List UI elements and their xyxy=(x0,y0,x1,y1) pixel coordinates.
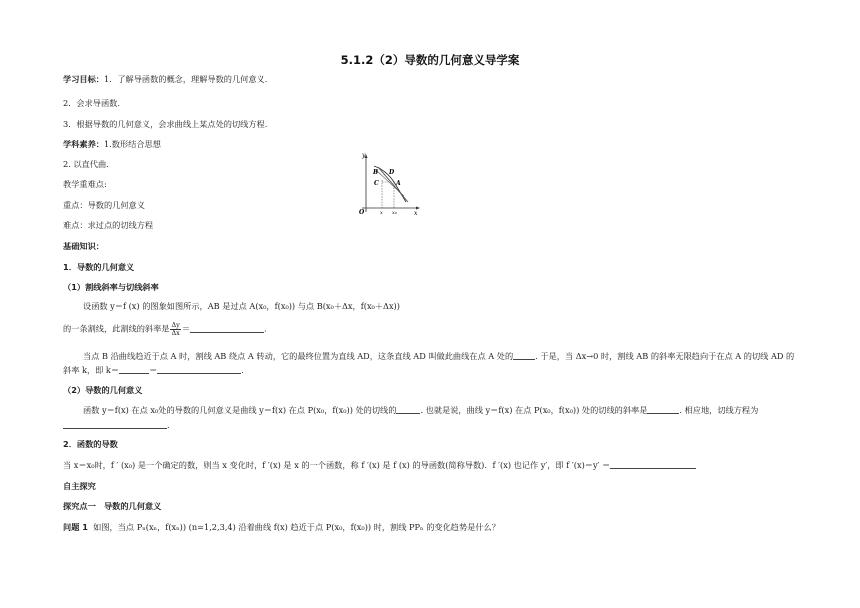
x-tick-label: x xyxy=(380,210,383,216)
point-a-label: A xyxy=(396,180,401,187)
geometric-meaning-text-3: . 相应地，切线方程为 xyxy=(679,405,759,415)
key-points-heading: 教学重难点: xyxy=(63,179,107,189)
subsection-1-heading: （1）割线斜率与切线斜率 xyxy=(63,282,159,292)
secant-slope-text: 的一条割线，此割线的斜率是 xyxy=(63,323,170,334)
section-1-heading: 1．导数的几何意义 xyxy=(63,262,135,272)
self-inquiry-heading: 自主探究 xyxy=(63,481,96,491)
point-b-label: B xyxy=(373,169,379,176)
tangent-secant-figure xyxy=(356,152,424,218)
literacy-line xyxy=(63,138,161,150)
literacy-item-2: 2. 以直代曲. xyxy=(63,159,109,169)
question-1-line xyxy=(63,521,500,533)
learning-goal-3: 3．根据导数的几何意义，会求曲线上某点处的切线方程. xyxy=(63,119,268,129)
geometric-meaning-paragraph xyxy=(83,404,758,416)
learning-goals-label: 学习目标： xyxy=(63,74,104,84)
tangent-slope-line xyxy=(63,364,244,376)
geometric-meaning-text-2: . 也就是说，曲线 y＝f(x) 在点 P(x₀，f(x₀)) 处的切线的斜率是 xyxy=(420,405,648,415)
tangent-paragraph-text-2: . 于是，当 Δx→0 时，割线 AB 的斜率无限趋向于在点 A 的切线 AD 的 xyxy=(535,351,795,361)
secant-slope-blank[interactable] xyxy=(190,323,264,333)
learning-goals-line xyxy=(63,73,267,85)
secant-slope-line xyxy=(63,322,267,337)
tangent-slope-blank-2[interactable] xyxy=(157,364,241,374)
page-title: 5.1.2（2）导数的几何意义导学案 xyxy=(340,53,520,67)
learning-goal-2: 2．会求导函数. xyxy=(63,98,120,108)
tangent-paragraph xyxy=(83,350,794,362)
tangent-name-blank[interactable] xyxy=(513,350,535,360)
subsection-2-heading: （2）导数的几何意义 xyxy=(63,385,143,395)
tangent-slope-meaning-blank[interactable] xyxy=(396,404,420,414)
x-axis-label: x xyxy=(414,210,418,217)
equals-sign: ＝ xyxy=(181,323,191,334)
inquiry-point-1-heading: 探究点一 导数的几何意义 xyxy=(63,501,162,511)
tangent-paragraph-text: 当点 B 沿曲线趋近于点 A 时，割线 AB 绕点 A 转动，它的最终位置为直线 AD，这条直线 AD 叫做此曲线在点 A 处的 xyxy=(83,351,514,361)
delta-fraction xyxy=(170,322,180,337)
literacy-label: 学科素养： xyxy=(63,139,104,149)
origin-label: O xyxy=(359,209,365,216)
derivative-function-paragraph xyxy=(63,459,696,471)
x0-tick-label: x₀ xyxy=(392,210,397,216)
slope-value-blank[interactable] xyxy=(647,404,679,414)
tangent-slope-blank-1[interactable] xyxy=(119,364,149,374)
secant-paragraph-1: 设函数 y＝f (x) 的图象如图所示，AB 是过点 A(x₀，f(x₀)) 与点 B(x₀＋Δx，f(x₀＋Δx)) xyxy=(83,301,400,311)
section-2-heading: 2．函数的导数 xyxy=(63,439,118,449)
tangent-slope-equals: ＝ xyxy=(149,365,158,375)
secant-slope-period: . xyxy=(264,323,267,334)
tangent-slope-text: 斜率 k，即 k＝ xyxy=(63,365,120,375)
tangent-equation-line xyxy=(63,419,170,431)
literacy-item-1: 1.数形结合思想 xyxy=(103,139,161,149)
derivative-notation-blank[interactable] xyxy=(610,459,696,469)
derivative-function-text: 当 x＝x₀时，f ′ (x₀) 是一个确定的数，则当 x 变化时，f ′(x) 是 x 的一个函数，称 f ′(x) 是 f (x) 的导函数(简称导数)．f ′(x) 也记作 y′，即 f ′(x)＝y′ ＝ xyxy=(63,460,611,470)
question-1-label: 问题 1 xyxy=(63,522,88,532)
fraction-denominator: Δx xyxy=(171,329,180,337)
difficulty-point: 难点：求过点的切线方程 xyxy=(63,220,154,230)
geometric-meaning-text: 函数 y＝f(x) 在点 x₀处的导数的几何意义是曲线 y＝f(x) 在点 P(x₀，f(x₀)) 处的切线的 xyxy=(83,405,397,415)
tangent-equation-blank[interactable] xyxy=(63,419,167,429)
question-1-text: 如图，当点 Pₙ(xₙ，f(xₙ)) (n=1,2,3,4) 沿着曲线 f(x) 趋近于点 P(x₀，f(x₀)) 时，割线 PPₙ 的变化趋势是什么？ xyxy=(93,522,500,532)
fraction-numerator: Δy xyxy=(171,321,180,329)
learning-goal-1: 1．了解导函数的概念，理解导数的几何意义. xyxy=(103,74,268,84)
tangent-equation-period: . xyxy=(167,420,170,430)
basics-heading: 基础知识： xyxy=(63,241,104,251)
y-axis-label: y xyxy=(362,152,366,159)
focus-point: 重点：导数的几何意义 xyxy=(63,200,145,210)
tangent-slope-period: . xyxy=(241,365,244,375)
point-d-label: D xyxy=(389,169,395,176)
point-c-label: C xyxy=(374,180,379,187)
